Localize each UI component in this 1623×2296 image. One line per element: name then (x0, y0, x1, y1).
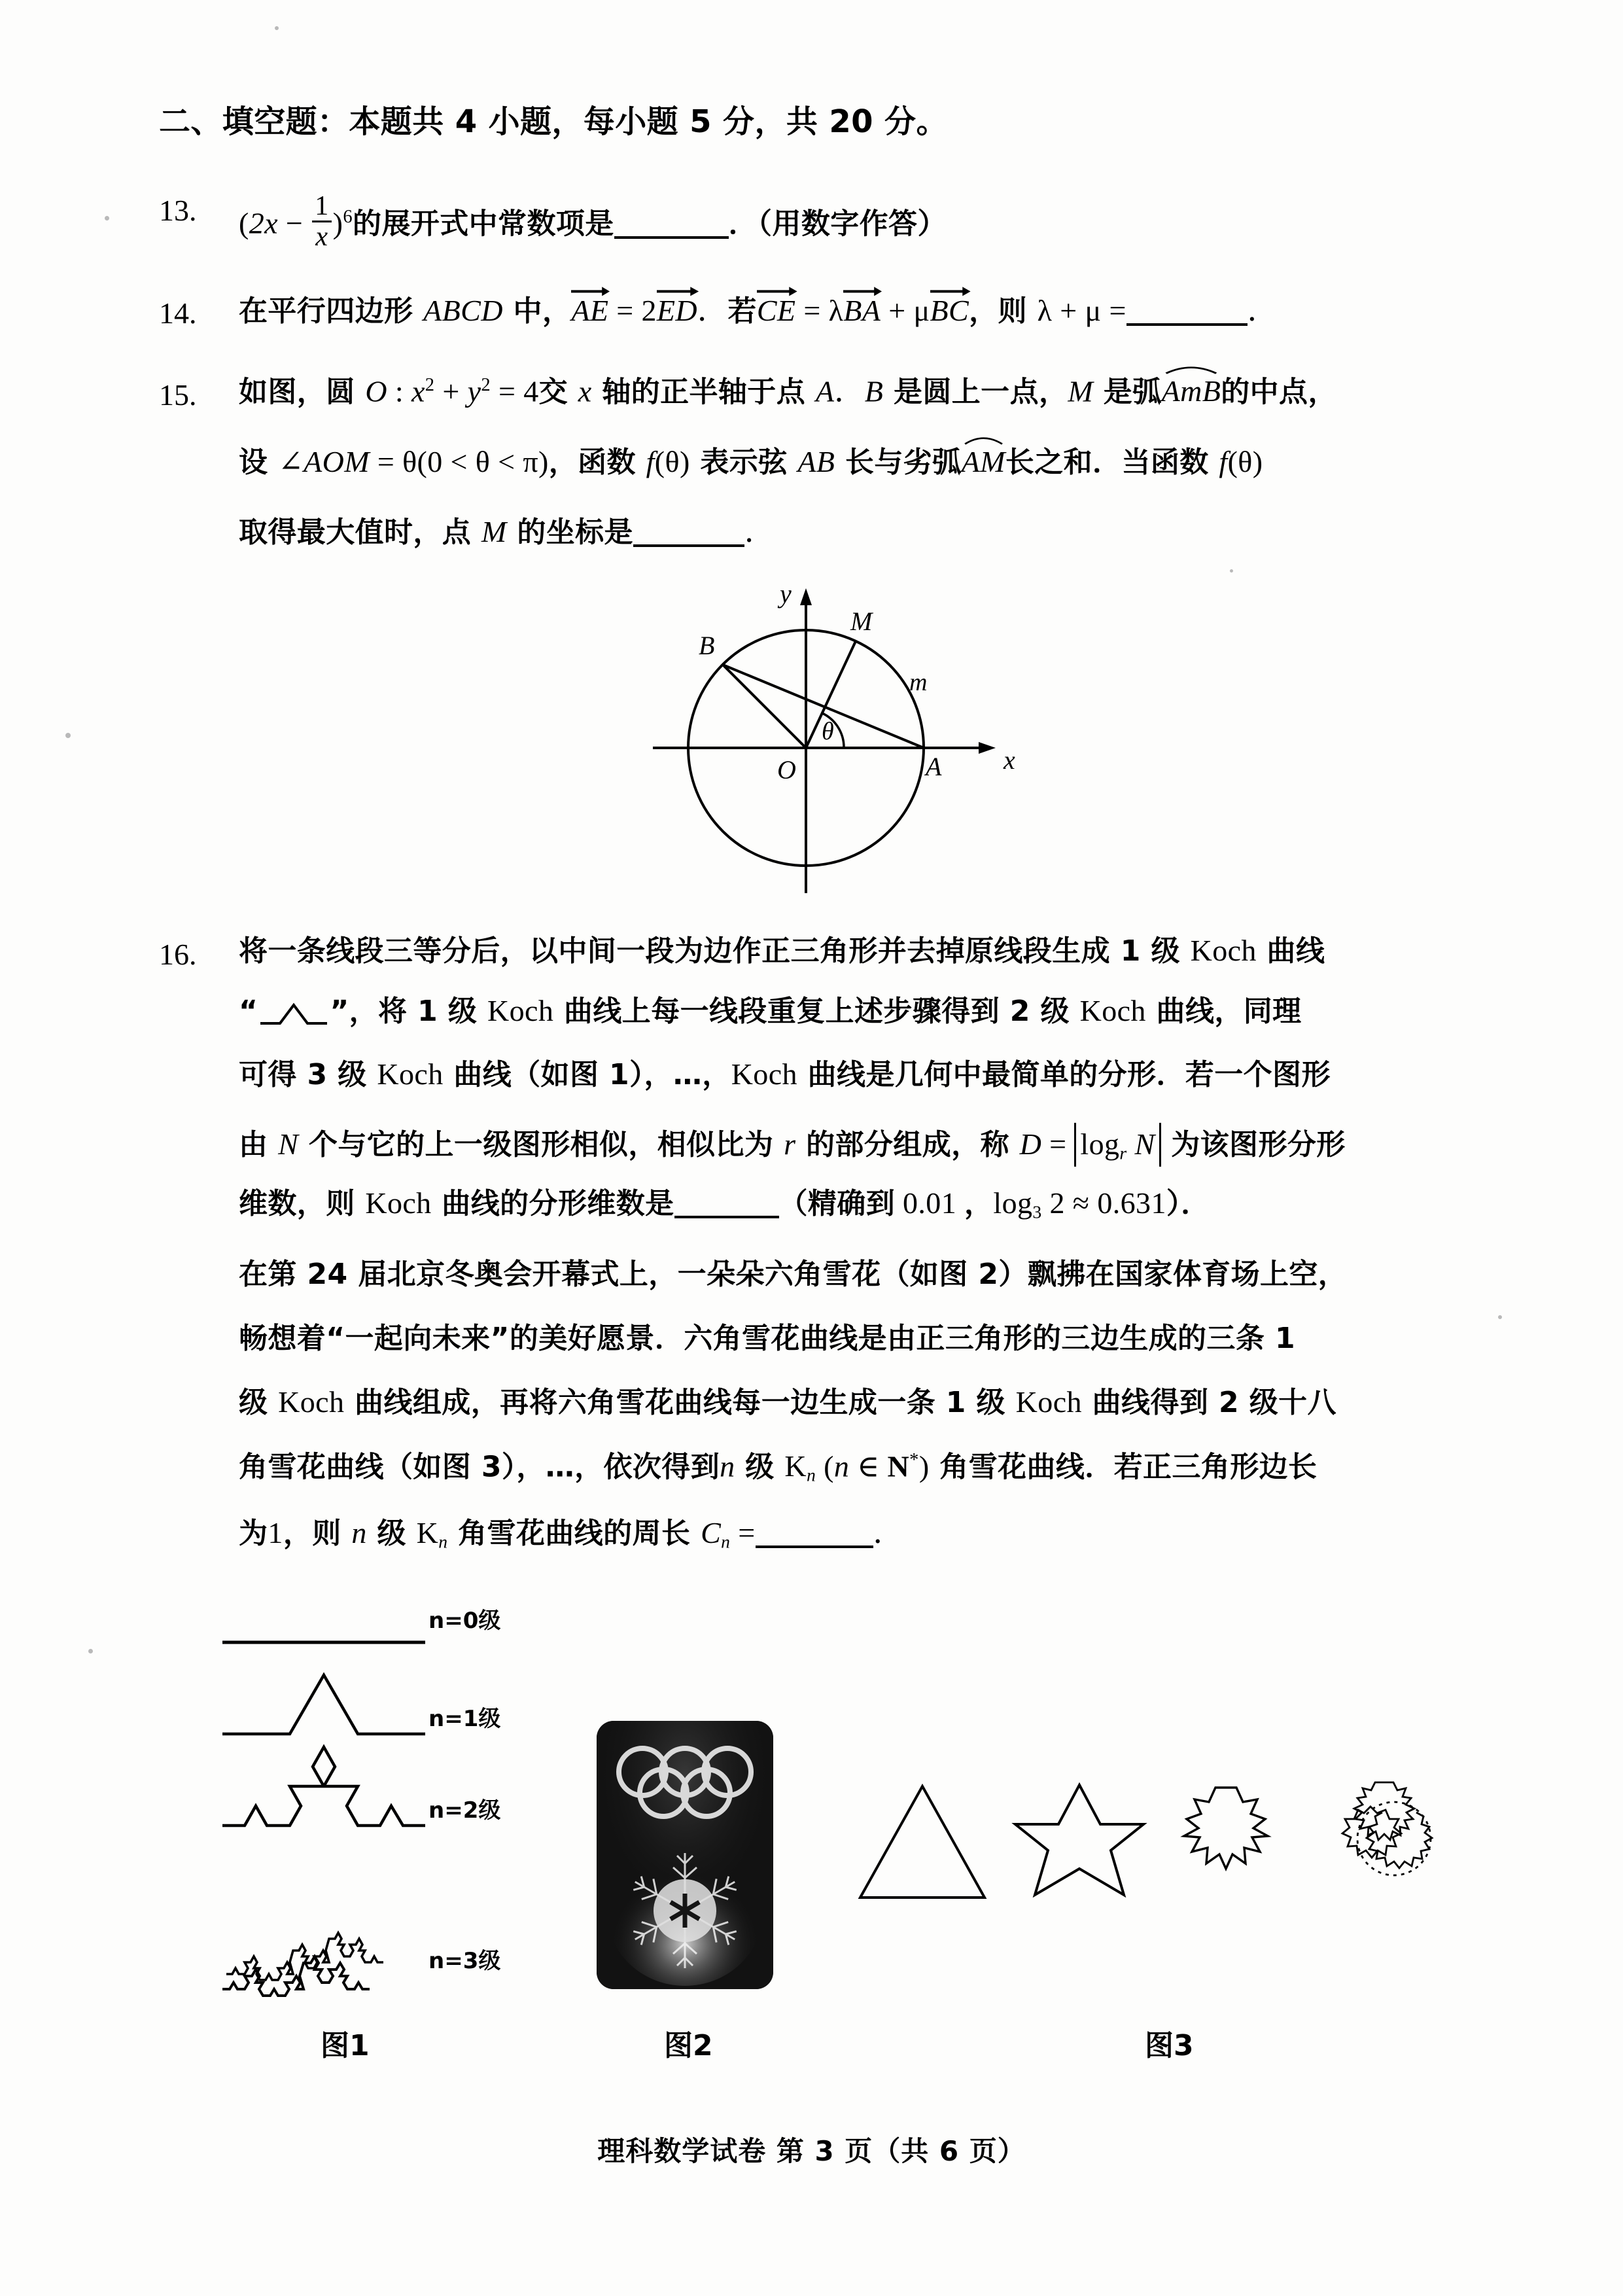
circle-diagram (628, 573, 1015, 906)
q15-function-f-2: f (1219, 445, 1228, 478)
question-16-line-2 (239, 996, 1302, 1026)
question-number-13: 13. (159, 194, 197, 227)
q14-parallelogram-abcd: ABCD (423, 294, 503, 327)
q16-side-length-1: 1 (268, 1516, 283, 1550)
q15-text-3: 轴的正半轴于点 (591, 375, 816, 409)
koch-label-n2: n=2级 (428, 1797, 501, 1824)
q16-p2-text-5: 曲线得到 2 级十八 (1081, 1386, 1336, 1419)
q16-answer-blank-perimeter[interactable] (756, 1518, 873, 1548)
q16-kn-subscript-1: n (807, 1465, 816, 1486)
q15-point-m-2: M (481, 515, 507, 549)
q15-y-exponent: 2 (481, 375, 491, 395)
snowflake-progression-figure (844, 1773, 1472, 1969)
q15-x-axis: x (578, 374, 592, 408)
q13-fraction-denominator: x (315, 221, 328, 253)
point-m-label: M (850, 607, 873, 636)
q16-p2-text-6: 角雪花曲线（如图 3），…，依次得到 (239, 1450, 720, 1484)
q15-text-10: 长与劣弧 (835, 446, 962, 479)
scan-speck (65, 733, 71, 738)
question-number-16: 16. (159, 938, 197, 971)
y-axis-arrowhead (800, 588, 812, 605)
q16-kn-2: $K_n$ (416, 1516, 448, 1552)
scan-speck (88, 1649, 93, 1653)
question-16-line-1 (239, 936, 1325, 966)
arc-hat-icon (1165, 364, 1217, 374)
q15-point-b: B (864, 374, 884, 408)
q16-koch-6: Koch (365, 1186, 432, 1220)
q16-p2-text-8: 角雪花曲线．若正三角形边长 (929, 1450, 1318, 1484)
question-16-p2-line-2 (239, 1323, 1295, 1353)
q15-point-a: A (815, 374, 835, 408)
question-14-body (239, 294, 1278, 326)
q14-answer-blank[interactable] (1126, 296, 1248, 326)
q16-koch-3: Koch (1079, 994, 1146, 1027)
q16-koch-1: Koch (1190, 934, 1257, 967)
q16-p2-text-1: 在第 24 届北京冬奥会开幕式上，一朵朵六角雪花（如图 2）飘拂在国家体育场上空， (239, 1258, 1348, 1291)
scan-speck (275, 26, 279, 30)
q16-text-3: 曲线上每一线段重复上述步骤得到 2 级 (553, 995, 1080, 1028)
q16-star-superscript: * (909, 1450, 919, 1470)
q15-function-f: f (646, 445, 655, 478)
q14-plus: + μ (881, 294, 930, 327)
q15-arc-amb: AmB (1162, 376, 1221, 406)
question-13-body (239, 192, 947, 252)
scan-speck (105, 216, 109, 221)
q16-text-6: 曲线（如图 1），…， (443, 1058, 731, 1091)
q14-vector-ba: BA (843, 294, 881, 326)
q15-text-5: 是弧 (1093, 375, 1162, 409)
snowflake-stage-star6 (1015, 1785, 1143, 1895)
figure-3-caption: 图3 (1145, 2029, 1194, 2062)
q16-abs-log: $\log_r N$ (1074, 1123, 1161, 1167)
q15-colon: : (387, 374, 411, 408)
q16-p2-text-12: 角雪花曲线的周长 (447, 1517, 701, 1551)
q15-theta-arg-1: (θ) (654, 445, 690, 478)
q16-p2-text-3: 级 (239, 1386, 279, 1419)
question-16-p2-line-5 (239, 1518, 903, 1551)
q15-text-7: 设 (239, 446, 279, 479)
q13-paren-open: ( (239, 206, 249, 240)
question-15-line-3 (239, 515, 775, 550)
q16-var-n-1: n (720, 1449, 735, 1483)
circle-diagram-svg (628, 573, 1015, 906)
q15-text-2: 交 (538, 375, 578, 409)
vector-arrow-icon (571, 285, 610, 296)
question-15-line-1 (239, 374, 1337, 409)
q15-text-11: 长之和．当函数 (1005, 446, 1219, 479)
q15-answer-blank[interactable] (633, 517, 744, 547)
q13-exponent: 6 (343, 207, 353, 228)
scan-speck (1230, 569, 1233, 573)
q16-text-8: 由 (239, 1128, 279, 1161)
q16-precision-value: 0.01 (895, 1186, 965, 1220)
question-number-15: 15. (159, 378, 197, 412)
q16-nparen-open: ( (816, 1449, 834, 1483)
q14-text-3: 若 (727, 294, 757, 328)
koch-level1-inline-icon (258, 1001, 330, 1026)
snowflake-stage-18 (1184, 1788, 1268, 1869)
koch-level3-detail (222, 1862, 497, 1979)
koch-level-3-detailed-path (226, 1933, 383, 1980)
q16-log-arg-n: N (1134, 1127, 1155, 1161)
koch-label-n3: n=3级 (428, 1948, 501, 1974)
question-16-line-4 (239, 1123, 1346, 1167)
arc-m-label: m (909, 669, 928, 696)
q16-text-10: 的部分组成，称 (795, 1128, 1020, 1161)
q16-text-4: 曲线，同理 (1145, 995, 1302, 1028)
y-axis-label: y (780, 579, 792, 609)
q16-text-12: 维数，则 (239, 1187, 366, 1221)
q14-lambda-mu: λ + μ = (1037, 294, 1126, 327)
q13-fraction (312, 192, 332, 252)
q15-angle-symbol: ∠ (278, 445, 304, 478)
q13-term-2x: 2x (249, 206, 278, 240)
angle-theta-label: θ (822, 718, 834, 745)
koch-level-2-path (222, 1747, 425, 1826)
q14-period-1: ． (697, 294, 728, 327)
q14-text-4: ，则 (969, 294, 1038, 328)
q16-perimeter-subscript: n (721, 1531, 731, 1552)
q13-text: 的展开式中常数项是 (353, 207, 614, 241)
q14-vector-ce: CE (757, 294, 796, 326)
q15-theta-arg-2: (θ) (1227, 445, 1263, 478)
q15-period-1: ． (834, 374, 865, 408)
scan-speck (1498, 1315, 1502, 1319)
figure-1-caption: 图1 (321, 2029, 370, 2062)
vector-arrow-icon (757, 285, 797, 296)
olympic-photo-svg (597, 1721, 773, 1989)
q16-koch-8: Koch (1015, 1385, 1082, 1419)
point-a-label: A (926, 752, 942, 781)
q16-text-2: 曲线 (1256, 934, 1325, 968)
q16-log32: $\log_3 2 \approx 0.631$ (993, 1186, 1166, 1222)
q15-text-1: 如图，圆 (239, 375, 366, 409)
x-axis-arrowhead (979, 742, 996, 754)
q16-text-1: 将一条线段三等分后，以中间一段为边作正三角形并去掉原线段生成 1 级 (239, 934, 1191, 968)
olympic-snowflake-photo (597, 1721, 773, 1989)
question-number-14: 14. (159, 296, 197, 330)
q15-text-13: 的坐标是 (506, 516, 633, 550)
q16-var-d: D (1019, 1127, 1042, 1161)
question-16-line-5 (239, 1188, 1210, 1221)
q16-koch-7: Koch (278, 1385, 345, 1419)
q16-answer-blank-dimension[interactable] (674, 1188, 779, 1218)
arc-hat-icon (964, 434, 1003, 445)
q16-log-base-r: r (1119, 1142, 1127, 1163)
q16-natural-numbers: N (887, 1449, 910, 1483)
q16-quote-close: ”，将 1 级 (330, 995, 488, 1028)
section-heading: 二、填空题：本题共 4 小题，每小题 5 分，共 20 分。 (159, 103, 948, 140)
q15-x: x (411, 374, 425, 408)
question-16-p2-line-3 (239, 1387, 1336, 1417)
point-b-label: B (699, 631, 715, 660)
q16-text-9: 个与它的上一级图形相似，相似比为 (298, 1128, 784, 1161)
q13-paren-close: ) (332, 206, 343, 240)
q16-nparen-close: ) (918, 1449, 930, 1483)
q14-period-2: ． (1247, 294, 1278, 327)
q14-vector-ed: ED (657, 294, 697, 326)
q14-equals-2: = λ (795, 294, 844, 327)
question-15-line-2 (239, 447, 1263, 477)
q16-text-5: 可得 3 级 (239, 1058, 377, 1091)
koch-level3-detail-svg (222, 1862, 497, 1979)
q13-minus: − (277, 206, 311, 240)
q14-vector-ae: AE (571, 294, 608, 326)
q15-y: y (467, 374, 481, 408)
snowflake-stage-triangle (860, 1786, 985, 1898)
q13-note: ．（用数字作答） (728, 207, 947, 241)
q15-text-8: ，函数 (548, 446, 646, 479)
q16-p2-text-2: 畅想着“一起向未来”的美好愿景．六角雪花曲线是由正三角形的三边生成的三条 1 (239, 1322, 1295, 1355)
q16-in-symbol: ∈ (849, 1449, 888, 1483)
q14-text-1: 在平行四边形 (239, 294, 424, 328)
q16-p2-text-10: ，则 (283, 1517, 352, 1551)
q15-theta-range: = θ(0 < θ < π) (369, 445, 549, 478)
q15-chord-ab: AB (797, 445, 835, 478)
q16-text-7: 曲线是几何中最简单的分形．若一个图形 (797, 1058, 1331, 1091)
q16-perimeter-c: $C_n$ (701, 1516, 731, 1552)
q15-period: ． (744, 515, 775, 549)
q16-p2-period: ． (873, 1516, 904, 1550)
q15-text-4: 是圆上一点， (883, 375, 1068, 409)
q16-text-14: （精确到 (778, 1187, 896, 1221)
vector-arrow-icon (657, 285, 699, 296)
question-16-p2-line-4 (239, 1451, 1317, 1485)
q15-angle-aom: AOM (304, 445, 370, 478)
question-16-p2-line-1 (239, 1259, 1347, 1289)
q16-log-base-3: 3 (1032, 1201, 1042, 1222)
q14-equals-1: = 2 (608, 294, 657, 327)
q15-x-exponent: 2 (425, 375, 435, 395)
q15-equals-4: = 4 (491, 374, 539, 408)
q15-point-m: M (1068, 374, 1094, 408)
q16-var-n-3: n (351, 1516, 367, 1550)
q16-p2-text-4: 曲线组成，再将六角雪花曲线每一边生成一条 1 级 (344, 1386, 1016, 1419)
q15-arc-am: AM (962, 447, 1005, 477)
q16-var-n-2: n (833, 1449, 850, 1483)
q14-text-2: 中， (502, 294, 572, 328)
vector-arrow-icon (843, 285, 882, 296)
q16-p2-text-7: 级 (735, 1450, 785, 1484)
q16-kn-1: $K_n$ (784, 1449, 816, 1486)
figure-2-caption: 图2 (664, 2029, 713, 2062)
q16-var-r: r (784, 1127, 796, 1161)
koch-level1-inline-svg (258, 1001, 330, 1026)
q16-text-11: 为该图形分形 (1161, 1128, 1346, 1161)
q15-circle-o: O (365, 374, 387, 408)
q16-koch-5: Koch (731, 1057, 797, 1091)
q16-text-15: ）． (1166, 1187, 1210, 1221)
snowflake-stage-54 (1342, 1782, 1432, 1875)
q16-equals: = (1041, 1127, 1075, 1161)
q16-p2-text-11: 级 (366, 1517, 417, 1551)
q15-text-9: 表示弦 (689, 446, 798, 479)
origin-label: O (777, 755, 796, 785)
koch-label-n0: n=0级 (428, 1608, 501, 1634)
q16-comma: ， (964, 1187, 994, 1221)
question-16-line-3 (239, 1059, 1331, 1089)
q16-text-13: 曲线的分形维数是 (431, 1187, 674, 1221)
q16-quote-open: “ (239, 995, 258, 1028)
snowflake-progression-svg (844, 1773, 1472, 1969)
vector-arrow-icon (930, 285, 971, 296)
q14-vector-bc: BC (930, 294, 969, 326)
q16-p2-text-9: 为 (239, 1517, 268, 1551)
q16-koch-4: Koch (377, 1057, 444, 1091)
q16-kn-subscript-2: n (438, 1531, 448, 1552)
q15-text-12: 取得最大值时，点 (239, 516, 481, 550)
q15-plus: + (434, 374, 468, 408)
q16-var-n-capital: N (278, 1127, 299, 1161)
q13-fraction-numerator: 1 (315, 190, 329, 221)
q16-koch-2: Koch (487, 994, 554, 1027)
koch-label-n1: n=1级 (428, 1706, 501, 1732)
radius-ob (723, 665, 806, 748)
page-footer: 理科数学试卷 第 3 页（共 6 页） (597, 2135, 1026, 2167)
x-axis-label: x (1003, 745, 1015, 775)
q13-answer-blank[interactable] (614, 208, 729, 238)
q15-text-6: 的中点， (1221, 375, 1337, 409)
koch-level-1-path (222, 1675, 425, 1734)
q16-perimeter-equals: = (730, 1516, 756, 1550)
